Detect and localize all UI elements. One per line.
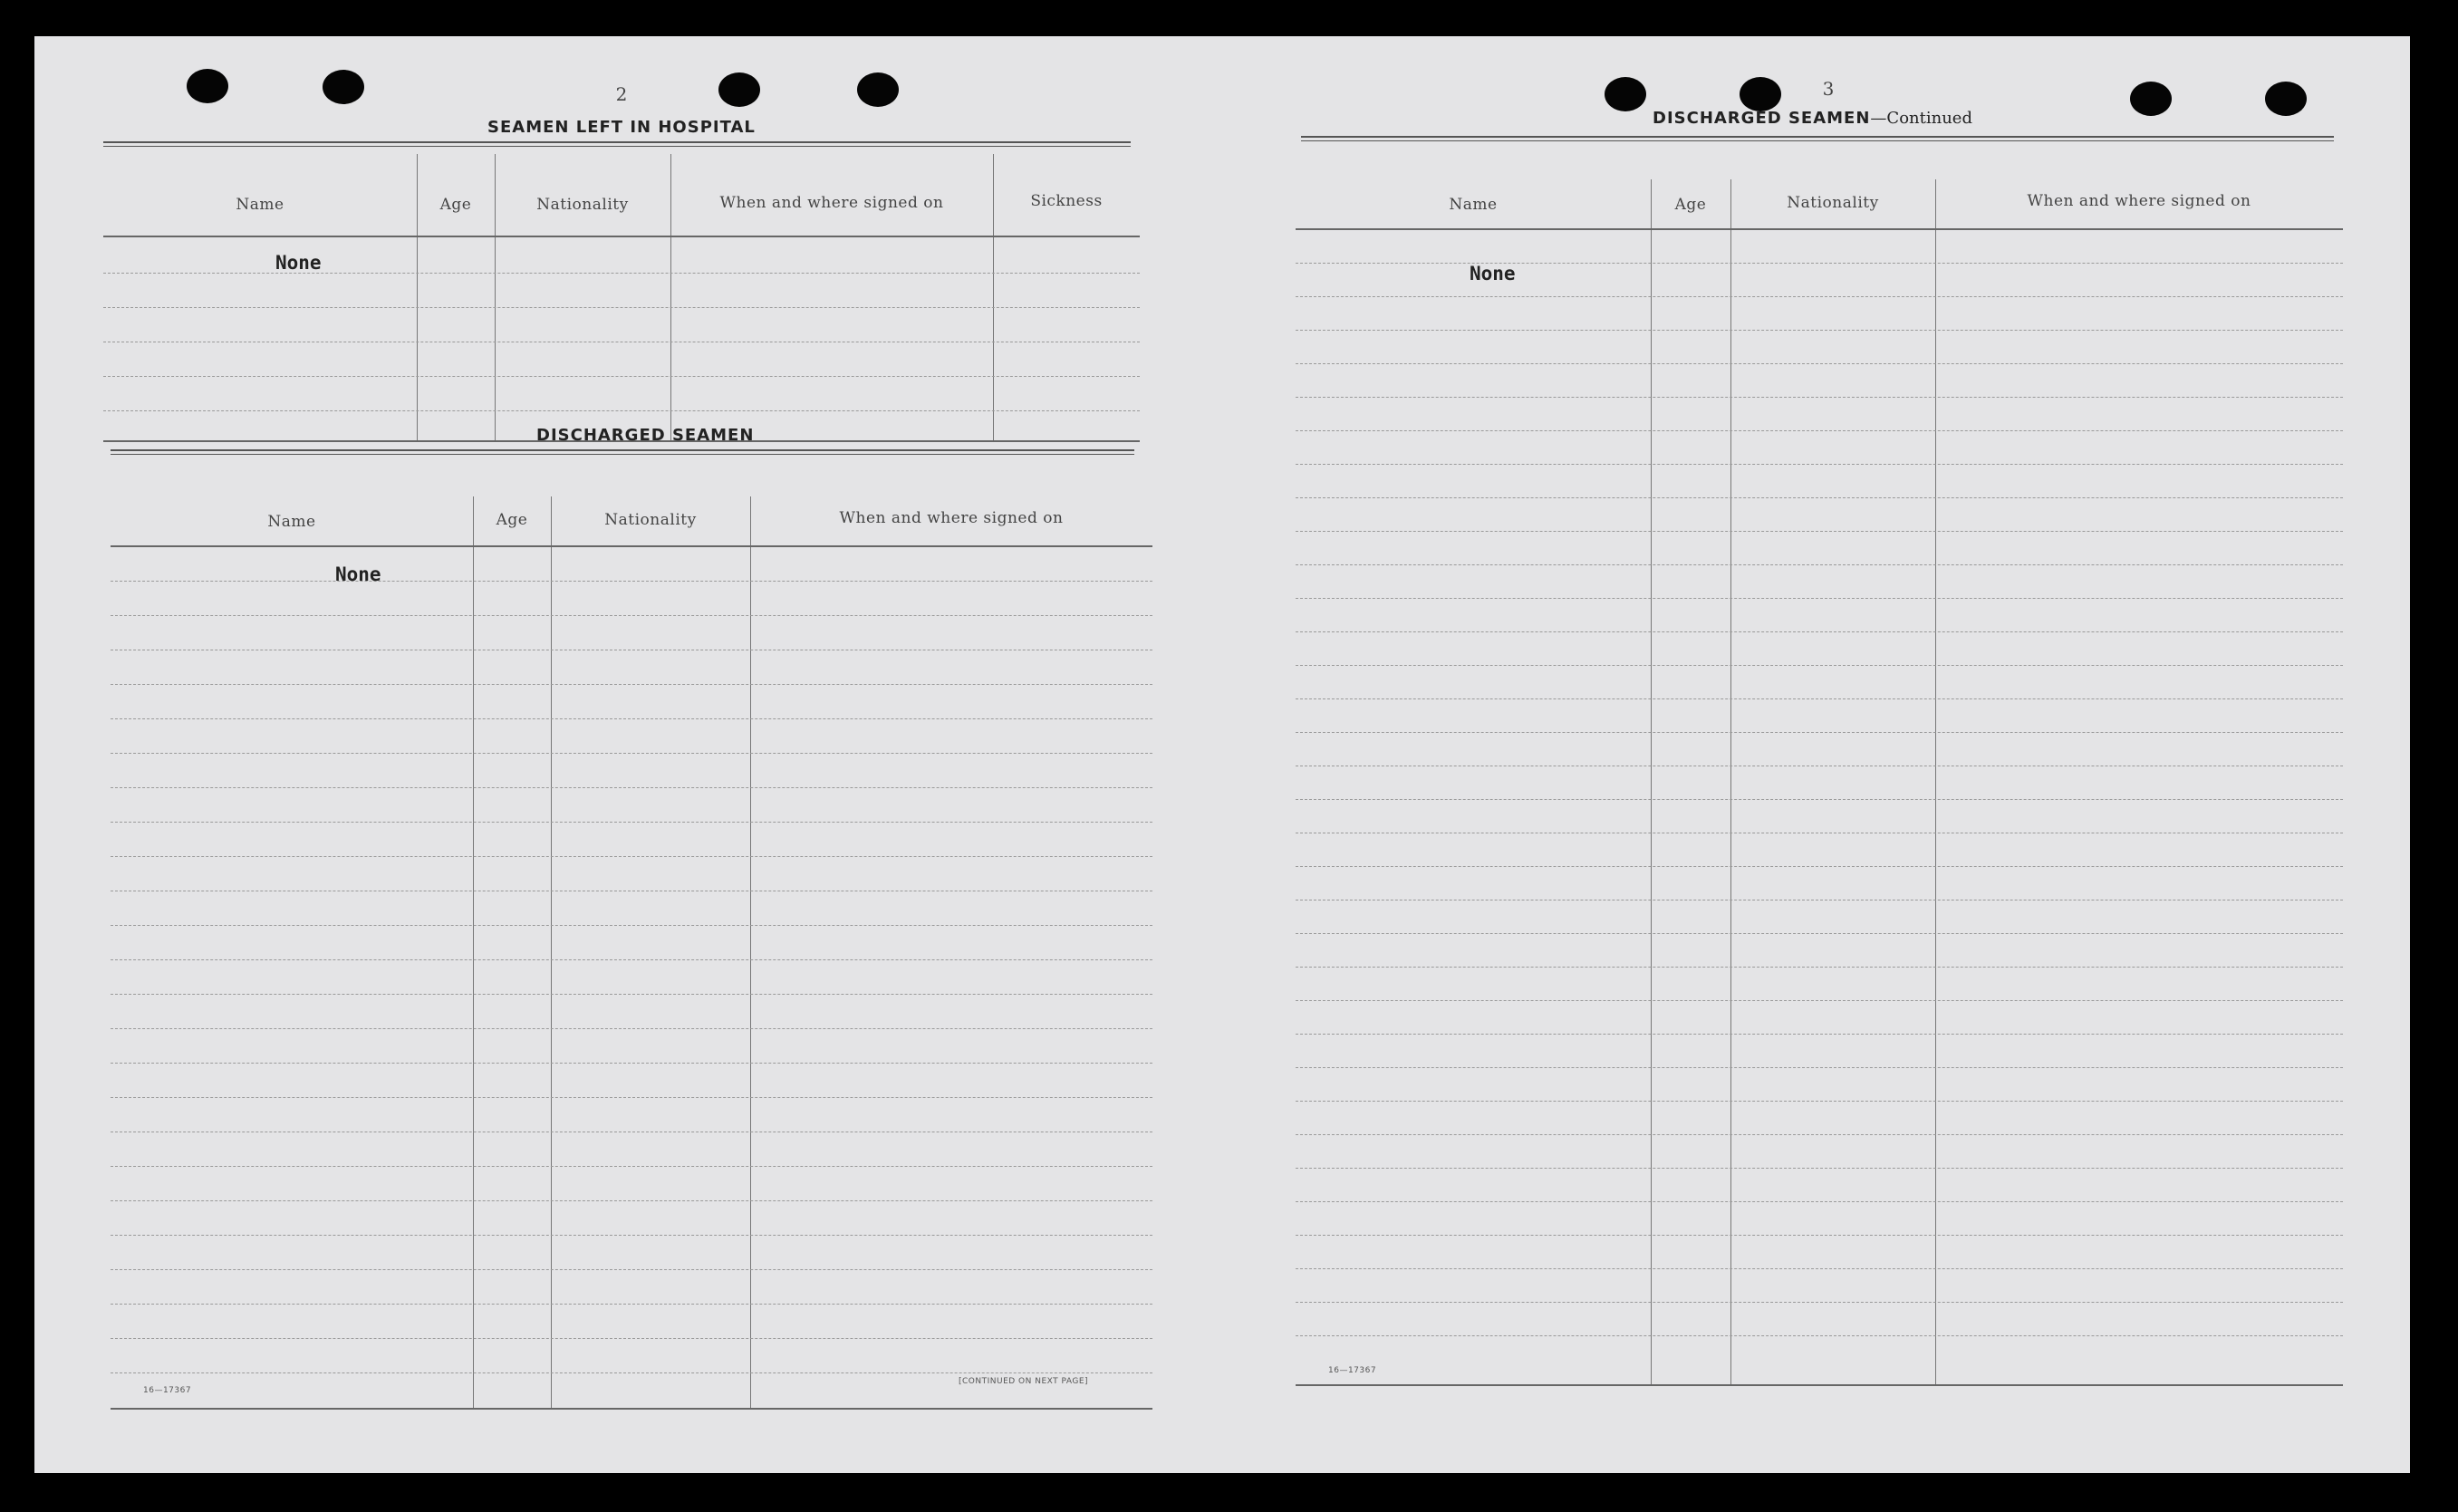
ruled-line [1296, 430, 2343, 431]
ruled-line [1296, 1067, 2343, 1068]
ruled-line [111, 684, 1152, 685]
punch-hole [2130, 82, 2172, 116]
ruled-line [1296, 1268, 2343, 1269]
punch-hole [323, 70, 364, 104]
column-divider [1730, 179, 1731, 1384]
ruled-line [111, 1097, 1152, 1098]
ruled-line [1296, 1034, 2343, 1035]
ruled-line [111, 856, 1152, 857]
column-header-name: Name [267, 513, 316, 531]
ruled-line [1296, 464, 2343, 465]
column-header-sickness: Sickness [1030, 192, 1103, 210]
column-header-signed-on: When and where signed on [839, 509, 1064, 527]
ruled-line [1296, 598, 2343, 599]
header-rule [103, 236, 1140, 237]
punch-hole [718, 72, 760, 107]
column-header-age: Age [496, 511, 528, 529]
ruled-line [1296, 665, 2343, 666]
discharged-continued-entry: None [1470, 263, 1516, 284]
column-header-age: Age [1674, 196, 1707, 214]
punch-hole [1740, 77, 1781, 111]
ruled-line [1296, 363, 2343, 364]
column-divider [551, 496, 552, 1408]
column-header-name: Name [1449, 196, 1498, 214]
discharged-section-title: DISCHARGED SEAMEN [536, 426, 755, 445]
ruled-line [1296, 1168, 2343, 1169]
ruled-line [111, 615, 1152, 616]
ruled-line [1296, 866, 2343, 867]
column-header-signed-on: When and where signed on [719, 194, 944, 212]
ruled-line [111, 1028, 1152, 1029]
title-rule [103, 141, 1131, 147]
ruled-line [111, 1235, 1152, 1236]
ruled-line [1296, 799, 2343, 800]
ruled-line [1296, 631, 2343, 632]
ruled-line [111, 581, 1152, 582]
ruled-line [1296, 732, 2343, 733]
hospital-entry: None [275, 252, 322, 274]
punch-hole [857, 72, 899, 107]
ruled-line [111, 718, 1152, 719]
right-page-number: 3 [1822, 78, 1835, 100]
ruled-line [1296, 1302, 2343, 1303]
ruled-line [111, 1063, 1152, 1064]
hospital-section-title: SEAMEN LEFT IN HOSPITAL [487, 118, 756, 137]
punch-hole [1605, 77, 1646, 111]
ruled-line [1296, 698, 2343, 699]
ruled-line [111, 1269, 1152, 1270]
hospital-table [103, 154, 1140, 444]
punch-hole [2265, 82, 2307, 116]
ruled-line [111, 787, 1152, 788]
form-number: 16—17367 [143, 1386, 192, 1395]
ruled-line [111, 1372, 1152, 1373]
discharged-continued-table [1296, 145, 2343, 1395]
ruled-line [1296, 564, 2343, 565]
ruled-line [1296, 263, 2343, 264]
column-divider [473, 496, 474, 1408]
discharged-table [111, 462, 1152, 1413]
column-divider [1935, 179, 1936, 1384]
header-rule [111, 545, 1152, 547]
continued-suffix: —Continued [1870, 109, 1972, 128]
column-header-age: Age [439, 196, 472, 214]
ruled-line [1296, 397, 2343, 398]
discharged-entry: None [335, 563, 381, 585]
ruled-line [111, 1166, 1152, 1167]
document-sheet [34, 36, 2410, 1473]
punch-hole [187, 69, 228, 103]
discharged-continued-title-text: DISCHARGED SEAMEN [1653, 109, 1871, 128]
ruled-line [1296, 296, 2343, 297]
ruled-line [111, 959, 1152, 960]
title-rule [1301, 136, 2334, 141]
column-header-name: Name [236, 196, 284, 214]
ruled-line [1296, 1134, 2343, 1135]
column-header-nationality: Nationality [1787, 194, 1879, 212]
header-rule [1296, 228, 2343, 230]
ruled-line [1296, 933, 2343, 934]
continued-note: [CONTINUED ON NEXT PAGE] [959, 1377, 1089, 1386]
form-number: 16—17367 [1328, 1366, 1377, 1375]
column-header-signed-on: When and where signed on [2027, 192, 2251, 210]
ruled-line [1296, 1000, 2343, 1001]
column-header-nationality: Nationality [604, 511, 697, 529]
ruled-line [1296, 1335, 2343, 1336]
ruled-line [1296, 330, 2343, 331]
ruled-line [103, 410, 1140, 411]
ruled-line [1296, 531, 2343, 532]
ruled-line [1296, 1101, 2343, 1102]
ruled-line [1296, 1235, 2343, 1236]
ruled-line [103, 273, 1140, 274]
column-divider [495, 154, 496, 440]
column-header-nationality: Nationality [536, 196, 629, 214]
ruled-line [103, 307, 1140, 308]
ruled-line [111, 753, 1152, 754]
column-divider [417, 154, 418, 440]
ruled-line [1296, 967, 2343, 968]
bottom-rule [111, 1408, 1152, 1410]
column-divider [993, 154, 994, 440]
ruled-line [1296, 497, 2343, 498]
title-rule [111, 449, 1134, 455]
ruled-line [111, 1338, 1152, 1339]
column-divider [1651, 179, 1652, 1384]
ruled-line [111, 925, 1152, 926]
column-divider [670, 154, 671, 440]
discharged-continued-title [1653, 109, 1972, 128]
ruled-line [111, 1304, 1152, 1305]
ruled-line [1296, 1201, 2343, 1202]
ruled-line [111, 994, 1152, 995]
ruled-line [103, 376, 1140, 377]
bottom-rule [1296, 1384, 2343, 1386]
column-divider [750, 496, 751, 1408]
ruled-line [111, 822, 1152, 823]
ruled-line [111, 1200, 1152, 1201]
left-page-number: 2 [615, 83, 628, 105]
